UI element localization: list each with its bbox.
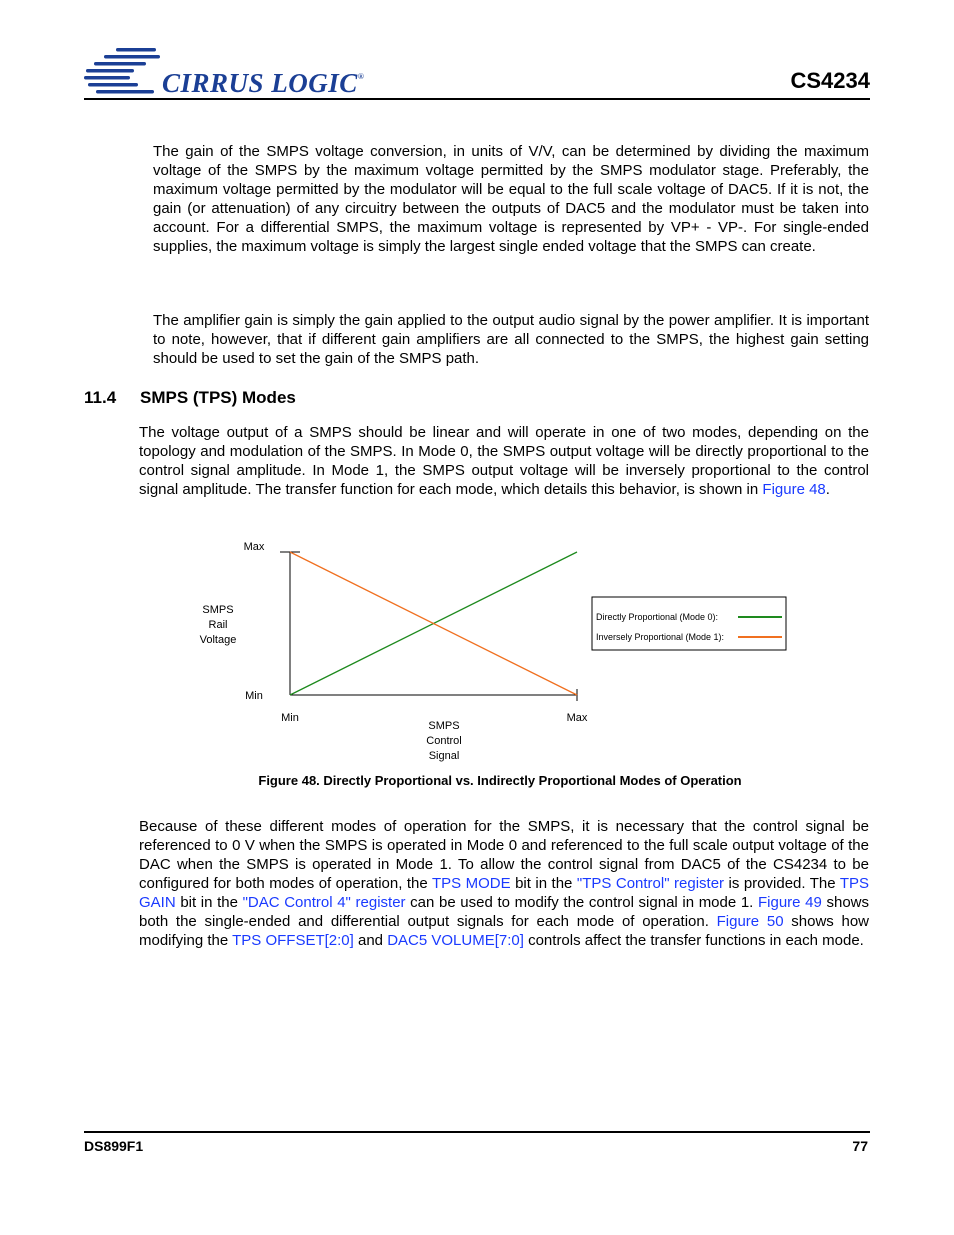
y-tick-label-max: Max [243,541,265,553]
link-tps-mode[interactable]: TPS MODE [431,875,511,892]
paragraph-mode-configuration: Because of these different modes of operation for the SMPS, it is necessary that the control signal be referenced to 0 V when the SMPS is operated in Mode 0 and referenced to the full scale output voltage of the DAC when the SMPS is operated in Mode 1. To allow the control signal from DAC5 of the CS4234 to be configured for both modes of operation, the TPS MODE bit in the "TPS Control" register is provided. The TPS GAIN bit in the "DAC Control 4" register can be used to modify the control signal in mode 1. Figure 49 shows both the single-ended and differential output signals for each mode of operation. Figure 50 shows how modifying the TPS OFFSET[2:0] and DAC5 VOLUME[7:0] controls affect the transfer functions in each mode. [139,818,870,949]
x-axis-label-line-0: SMPS [428,720,460,732]
y-tick-label-min: Min [245,690,263,702]
figure-caption: Figure 48. Directly Proportional vs. Indirectly Proportional Modes of Operation [258,773,742,788]
section-number: 11.4 [84,388,117,407]
transfer-function-chart [190,535,800,770]
y-axis-label-line-2: Voltage [199,634,237,646]
x-axis-label-line-2: Signal [428,750,460,762]
y-axis-label-line-1: Rail [208,619,228,631]
x-axis-label-line-1: Control [426,735,462,747]
paragraph-smps-modes: The voltage output of a SMPS should be linear and will operate in one of two modes, depending on the topology and modulation of the SMPS. In Mode 0, the SMPS output voltage will be directly proportional to the control signal amplitude. In Mode 1, the SMPS output voltage will be inversely proportional to the control signal amplitude. The transfer function for each mode, which details this behavior, is shown in Figure 48. [139,424,869,498]
link-figure-50[interactable]: Figure 50 [716,913,784,930]
section-title: SMPS (TPS) Modes [140,388,296,407]
footer-doc-number: DS899F1 [84,1138,144,1154]
logo-wordmark: CIRRUS LOGIC [162,68,358,98]
link-dac-control-4-register[interactable]: "DAC Control 4" register [242,894,406,911]
paragraph-smps-gain: The gain of the SMPS voltage conversion, in units of V/V, can be determined by dividing the maximum voltage of the SMPS by the maximum voltage permitted by the SMPS modulator stage. Preferably, the maximum voltage permitted by the modulator will be equal to the full scale voltage of DAC5. If it is not, the gain (or attenuation) of any circuitry between the outputs of DAC5 and the modulator must be taken into account. For a differential SMPS, the maximum voltage is represented by VP+ - VP-. For single-ended supplies, the maximum voltage is simply the largest single ended voltage that the SMPS can create. [153,143,869,255]
link-figure-48[interactable]: Figure 48 [762,481,826,498]
page-number: 77 [852,1138,868,1154]
document-id: CS4234 [790,68,870,93]
link-tps-control-register[interactable]: "TPS Control" register [576,875,725,892]
y-axis-label-line-0: SMPS [202,604,234,616]
link-figure-49[interactable]: Figure 49 [758,894,822,911]
link-tps-gain[interactable]: TPS GAIN [139,875,869,911]
registered-mark: ® [357,72,365,81]
link-dac5-volume[interactable]: DAC5 VOLUME[7:0] [387,932,524,949]
paragraph-amplifier-gain: The amplifier gain is simply the gain applied to the output audio signal by the power amplifier. It is important to note, however, that if different gain amplifiers are all connected to the SMPS, the highest gain setting should be used to set the gain of the SMPS path. [153,312,869,367]
legend-label-0: Directly Proportional (Mode 0): [596,612,719,622]
section-heading [84,388,296,408]
legend-label-1: Inversely Proportional (Mode 1): [596,632,725,642]
footer-rule [84,1131,870,1133]
cirrus-logic-logo [84,46,364,98]
chart-legend-box [592,597,786,650]
x-tick-label-min: Min [281,712,299,724]
link-tps-offset[interactable]: TPS OFFSET[2:0] [232,932,354,949]
x-tick-label-max: Max [566,712,588,724]
header-rule [84,98,870,100]
